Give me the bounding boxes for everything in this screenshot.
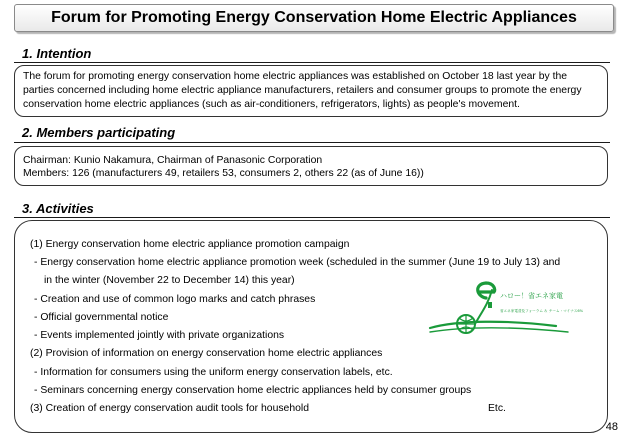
activity-item: (3) Creation of energy conservation audit tools for household bbox=[30, 403, 309, 414]
plug-icon bbox=[488, 302, 492, 308]
activity-item: - Creation and use of common logo marks and catch phrases bbox=[34, 294, 316, 305]
section-divider bbox=[14, 217, 610, 218]
activity-item: (2) Provision of information on energy conservation home electric appliances bbox=[30, 348, 383, 359]
activity-etc: Etc. bbox=[488, 403, 506, 414]
slide-title: Forum for Promoting Energy Conservation Home Electric Appliances bbox=[51, 9, 577, 26]
members-text: Members: 126 (manufacturers 49, retailers 53, consumers 2, others 22 (as of June 16)) bbox=[23, 168, 424, 179]
intention-text: The forum for promoting energy conservation home electric appliances was established on October 18 last year by the parties concerned including home electric appliance manufacturers, retailers and consumer groups to promote the energy conservation home electric appliances (such as air-conditioners, refrigerators, lights) as people's movement. bbox=[23, 71, 582, 110]
section-divider bbox=[14, 62, 610, 63]
activity-item: - Seminars concerning energy conservation home electric appliances held by consumer groups bbox=[34, 385, 472, 396]
energy-conservation-logo bbox=[428, 280, 603, 340]
activity-item: - Official governmental notice bbox=[34, 312, 169, 323]
activity-item: (1) Energy conservation home electric appliance promotion campaign bbox=[30, 239, 350, 250]
section-heading-activities: 3. Activities bbox=[22, 201, 94, 216]
activity-item: in the winter (November 22 to December 14) this year) bbox=[44, 275, 295, 286]
section-heading-members: 2. Members participating bbox=[22, 125, 176, 140]
logo-text-bottom: 省エネ家電普及フォーラム ＆ チーム・マイナス6% bbox=[500, 309, 584, 313]
section-divider bbox=[14, 142, 610, 143]
chairman-text: Chairman: Kunio Nakamura, Chairman of Panasonic Corporation bbox=[23, 155, 323, 166]
activity-item: - Events implemented jointly with private organizations bbox=[34, 330, 285, 341]
activity-item: - Energy conservation home electric appliance promotion week (scheduled in the summer (June 19 to July 13) and bbox=[34, 257, 561, 268]
members-box bbox=[14, 146, 608, 186]
page-number: 48 bbox=[605, 421, 618, 433]
section-heading-intention: 1. Intention bbox=[22, 46, 92, 61]
activity-item: - Information for consumers using the uniform energy conservation labels, etc. bbox=[34, 367, 393, 378]
slide-title-box bbox=[14, 4, 614, 32]
logo-text-top: ハロー！省エネ家電 bbox=[500, 292, 563, 300]
intention-box bbox=[14, 65, 608, 117]
